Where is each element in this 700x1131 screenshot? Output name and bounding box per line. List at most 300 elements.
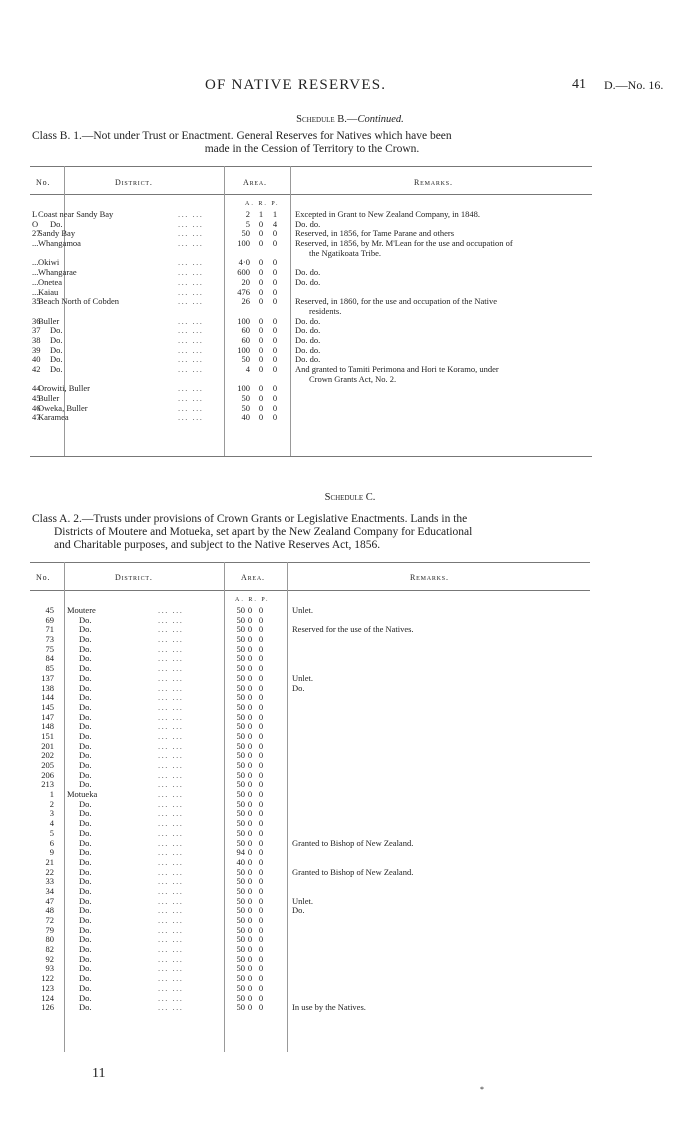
row-number: L: [32, 209, 38, 219]
row-district: Whangamoa: [38, 238, 81, 249]
row-district: Oweka, Buller: [38, 402, 88, 413]
row-district: Do.: [79, 798, 92, 809]
row-district: Do.: [79, 1002, 92, 1013]
leader-dots: ... ...: [158, 934, 184, 945]
row-number: 71: [45, 624, 54, 635]
row-district: Do.: [79, 634, 92, 645]
row-roods: 0: [258, 218, 264, 229]
row-remark: Granted to Bishop of New Zealand.: [292, 837, 414, 848]
row-roods: 0: [247, 760, 253, 770]
table-row: [30, 674, 590, 684]
table-row: [30, 645, 590, 655]
row-roods: 0: [258, 383, 264, 394]
row-acres: 50: [236, 740, 245, 751]
row-number: 75: [45, 643, 54, 654]
row-acres: 50: [236, 779, 245, 790]
leader-dots: ... ...: [158, 769, 184, 780]
row-acres: 5: [245, 218, 250, 229]
row-roods: 0: [247, 769, 253, 780]
row-perches: 0: [258, 934, 264, 945]
row-roods: 0: [247, 624, 253, 635]
row-roods: 0: [247, 653, 253, 664]
row-perches: 0: [258, 992, 264, 1003]
table-c-col-remarks: Remarks.: [410, 573, 449, 582]
leader-dots: ... ...: [158, 672, 184, 683]
row-acres: 50: [236, 711, 245, 722]
row-perches: 0: [258, 663, 264, 674]
row-district: Do.: [79, 885, 92, 896]
row-number: 202: [41, 750, 54, 761]
row-number: 84: [45, 653, 54, 664]
page-number: 41: [572, 77, 586, 92]
row-district: Do.: [79, 915, 92, 925]
row-acres: 50: [236, 924, 245, 935]
row-acres: 26: [241, 296, 250, 307]
row-district: Do.: [79, 692, 92, 703]
row-acres: 100: [237, 315, 250, 326]
row-acres: 4·0: [238, 257, 250, 268]
row-number: 45: [32, 393, 41, 404]
row-perches: 0: [272, 393, 278, 404]
row-remark: Crown Grants Act, No. 2.: [309, 373, 397, 384]
row-district: Coast near Sandy Bay: [38, 209, 114, 219]
row-district: Onetea: [38, 276, 63, 287]
table-row: [30, 964, 590, 974]
row-district: Okiwi: [38, 257, 60, 268]
row-acres: 40: [236, 856, 245, 867]
leader-dots: ... ...: [158, 827, 184, 838]
table-row: [30, 703, 590, 713]
leader-dots: ... ...: [158, 682, 184, 693]
row-acres: 476: [237, 286, 250, 297]
leader-dots: ... ...: [158, 915, 184, 925]
leader-dots: ... ...: [158, 663, 184, 674]
row-remark: Reserved, in 1856, for Tame Parane and others: [295, 228, 455, 239]
row-perches: 0: [258, 605, 264, 615]
row-roods: 0: [258, 402, 264, 413]
row-number: ...: [32, 257, 39, 268]
leader-dots: ... ...: [158, 808, 184, 819]
row-acres: 50: [236, 798, 245, 809]
row-perches: 0: [258, 711, 264, 722]
table-b-col-district: District.: [115, 178, 153, 187]
row-number: 148: [41, 721, 54, 732]
printer-mark: *: [480, 1085, 484, 1094]
row-number: 1: [49, 789, 54, 800]
row-acres: 50: [236, 953, 245, 964]
row-perches: 0: [272, 364, 278, 374]
row-number: 144: [41, 692, 54, 703]
folio-number: 11: [92, 1066, 106, 1081]
row-perches: 0: [258, 740, 264, 751]
row-number: 85: [45, 663, 54, 674]
row-district: Do.: [50, 218, 63, 229]
row-acres: 50: [236, 624, 245, 635]
row-acres: 50: [236, 605, 245, 615]
row-district: Buller: [38, 315, 60, 326]
row-roods: 0: [247, 798, 253, 809]
row-perches: 0: [272, 238, 278, 249]
leader-dots: ... ...: [158, 692, 184, 703]
row-number: 138: [41, 682, 54, 693]
row-district: Kaiau: [38, 286, 59, 297]
row-roods: 0: [247, 701, 253, 712]
row-roods: 0: [247, 818, 253, 829]
row-perches: 0: [272, 257, 278, 268]
row-perches: 0: [258, 915, 264, 925]
row-district: Whangarae: [38, 267, 77, 278]
row-acres: 50: [236, 701, 245, 712]
row-acres: 40: [241, 412, 250, 423]
row-roods: 0: [247, 614, 253, 625]
row-acres: 50: [236, 672, 245, 683]
row-roods: 0: [247, 915, 253, 925]
row-roods: 0: [258, 354, 264, 365]
row-remark: Do. do.: [295, 354, 321, 365]
table-row: [30, 654, 590, 664]
row-remark: residents.: [309, 305, 342, 316]
table-row: [30, 278, 590, 288]
row-perches: 0: [258, 798, 264, 809]
leader-dots: ... ...: [158, 992, 184, 1003]
row-perches: 0: [272, 402, 278, 413]
row-perches: 0: [258, 905, 264, 916]
row-perches: 0: [258, 808, 264, 819]
leader-dots: ... ...: [158, 624, 184, 635]
row-acres: 50: [236, 934, 245, 945]
row-number: 201: [41, 740, 54, 751]
class-a-description: [32, 513, 588, 552]
row-number: 40: [32, 354, 41, 365]
row-perches: 0: [258, 827, 264, 838]
row-roods: 0: [247, 643, 253, 654]
table-row: [30, 839, 590, 849]
row-number: 38: [32, 334, 41, 345]
row-acres: 50: [241, 354, 250, 365]
table-row: [30, 916, 590, 926]
class-b-line-1: Class B. 1.—Not under Trust or Enactment. General Reserves for Natives which have been: [32, 130, 452, 142]
row-number: 21: [45, 856, 54, 867]
row-roods: 0: [247, 634, 253, 645]
leader-dots: ... ...: [158, 779, 184, 790]
row-acres: 50: [241, 402, 250, 413]
table-c-arp-header: A. R. P.: [235, 597, 270, 603]
table-b-arp-header: A. R. P.: [245, 201, 280, 207]
row-remark: Reserved for the use of the Natives.: [292, 624, 414, 635]
table-b-body: [30, 210, 590, 423]
row-remark: Unlet.: [292, 672, 314, 683]
row-perches: 0: [258, 760, 264, 770]
row-district: Do.: [50, 364, 63, 374]
leader-dots: ... ...: [178, 412, 204, 423]
row-district: Do.: [79, 643, 92, 654]
row-roods: 0: [258, 315, 264, 326]
row-acres: 50: [236, 808, 245, 819]
row-acres: 50: [236, 963, 245, 974]
row-roods: 0: [258, 228, 264, 239]
leader-dots: ... ...: [178, 364, 204, 374]
row-number: 36: [32, 315, 41, 326]
row-roods: 0: [247, 672, 253, 683]
row-perches: 0: [258, 847, 264, 858]
leader-dots: ... ...: [158, 876, 184, 887]
row-perches: 0: [272, 286, 278, 297]
row-roods: 0: [247, 856, 253, 867]
row-roods: 0: [247, 779, 253, 790]
row-perches: 0: [258, 789, 264, 800]
row-acres: 100: [237, 344, 250, 355]
row-number: 4: [49, 818, 54, 829]
row-roods: 0: [247, 934, 253, 945]
row-district: Do.: [79, 924, 92, 935]
row-district: Do.: [79, 934, 92, 945]
row-perches: 0: [258, 944, 264, 955]
leader-dots: ... ...: [178, 393, 204, 404]
row-remark: the Ngatikoata Tribe.: [309, 247, 382, 258]
table-row: [30, 955, 590, 965]
row-remark: Do. do.: [295, 325, 321, 336]
class-a-line-3: and Charitable purposes, and subject to the Native Reserves Act, 1856.: [54, 539, 381, 551]
row-district: Do.: [79, 721, 92, 732]
row-remark: Do.: [292, 682, 305, 693]
leader-dots: ... ...: [158, 789, 184, 800]
row-perches: 0: [258, 856, 264, 867]
leader-dots: ... ...: [178, 315, 204, 326]
row-acres: 4: [245, 364, 250, 374]
row-roods: 0: [247, 837, 253, 848]
row-number: 9: [49, 847, 54, 858]
row-perches: 0: [258, 692, 264, 703]
row-number: 27: [32, 228, 41, 239]
leader-dots: ... ...: [158, 798, 184, 809]
row-number: 205: [41, 760, 54, 770]
row-district: Do.: [79, 992, 92, 1003]
row-district: Do.: [79, 895, 92, 906]
row-district: Do.: [79, 808, 92, 819]
row-number: O: [32, 218, 39, 229]
row-roods: 0: [247, 982, 253, 993]
table-b-col-no: No.: [36, 178, 51, 187]
row-roods: 0: [247, 789, 253, 800]
row-district: Do.: [79, 769, 92, 780]
page-header-title: OF NATIVE RESERVES.: [205, 77, 387, 93]
row-remark: Do. do.: [295, 334, 321, 345]
row-acres: 50: [236, 992, 245, 1003]
leader-dots: ... ...: [158, 721, 184, 732]
row-roods: 0: [247, 808, 253, 819]
table-row: [30, 809, 590, 819]
row-acres: 50: [236, 944, 245, 955]
row-number: 34: [45, 885, 54, 896]
leader-dots: ... ...: [158, 885, 184, 896]
table-row: [30, 790, 590, 800]
row-perches: 0: [258, 779, 264, 790]
row-number: 72: [45, 915, 54, 925]
row-district: Do.: [79, 750, 92, 761]
row-remark: Reserved, in 1856, by Mr. M'Lean for the use and occupation of: [295, 238, 513, 249]
row-remark: Unlet.: [292, 895, 314, 906]
row-acres: 50: [236, 653, 245, 664]
table-row: [30, 375, 590, 385]
table-b-col-remarks: Remarks.: [414, 178, 453, 187]
table-row: [30, 848, 590, 858]
row-acres: 60: [241, 325, 250, 336]
leader-dots: ... ...: [178, 209, 204, 219]
leader-dots: ... ...: [158, 818, 184, 829]
row-district: Sandy Bay: [38, 228, 76, 239]
table-row: [30, 800, 590, 810]
row-acres: 50: [236, 769, 245, 780]
row-district: Do.: [79, 779, 92, 790]
row-number: 39: [32, 344, 41, 355]
row-district: Moutere: [67, 605, 96, 615]
row-number: 137: [41, 672, 54, 683]
row-perches: 0: [258, 837, 264, 848]
leader-dots: ... ...: [158, 750, 184, 761]
row-number: 22: [45, 866, 54, 877]
row-roods: 0: [247, 692, 253, 703]
row-district: Do.: [79, 953, 92, 964]
leader-dots: ... ...: [158, 866, 184, 877]
row-number: 122: [41, 973, 54, 984]
row-perches: 0: [258, 624, 264, 635]
table-row: [30, 384, 590, 394]
row-roods: 0: [247, 721, 253, 732]
table-row: [30, 404, 590, 414]
row-acres: 50: [236, 837, 245, 848]
row-perches: 0: [258, 672, 264, 683]
row-district: Do.: [79, 876, 92, 887]
row-perches: 0: [258, 653, 264, 664]
row-number: 93: [45, 963, 54, 974]
table-row: [30, 761, 590, 771]
row-district: Karamea: [38, 412, 69, 423]
schedule-b-heading: [0, 114, 700, 125]
row-roods: 0: [258, 393, 264, 404]
row-perches: 0: [272, 276, 278, 287]
leader-dots: ... ...: [158, 856, 184, 867]
row-number: 92: [45, 953, 54, 964]
row-perches: 0: [258, 769, 264, 780]
leader-dots: ... ...: [178, 267, 204, 278]
leader-dots: ... ...: [178, 344, 204, 355]
row-acres: 50: [236, 866, 245, 877]
row-district: Do.: [79, 624, 92, 635]
row-district: Do.: [79, 963, 92, 974]
row-number: 33: [45, 876, 54, 887]
row-roods: 0: [247, 973, 253, 984]
row-district: Buller: [38, 393, 60, 404]
row-acres: 94: [236, 847, 245, 858]
row-acres: 20: [241, 276, 250, 287]
row-roods: 0: [247, 876, 253, 887]
row-acres: 50: [236, 789, 245, 800]
row-roods: 0: [258, 257, 264, 268]
row-perches: 0: [258, 634, 264, 645]
leader-dots: ... ...: [178, 402, 204, 413]
leader-dots: ... ...: [178, 325, 204, 336]
row-district: Do.: [79, 837, 92, 848]
row-acres: 60: [241, 334, 250, 345]
leader-dots: ... ...: [158, 944, 184, 955]
row-district: Do.: [79, 905, 92, 916]
row-roods: 0: [247, 1002, 253, 1013]
row-acres: 50: [236, 730, 245, 741]
leader-dots: ... ...: [158, 895, 184, 906]
row-number: 47: [32, 412, 41, 423]
table-row: [30, 868, 590, 878]
leader-dots: ... ...: [178, 286, 204, 297]
row-perches: 0: [272, 296, 278, 307]
row-acres: 50: [236, 818, 245, 829]
row-acres: 50: [236, 982, 245, 993]
row-roods: 0: [258, 286, 264, 297]
row-number: 45: [45, 605, 54, 615]
row-remark: Excepted in Grant to New Zealand Company, in 1848.: [295, 209, 480, 219]
row-remark: Granted to Bishop of New Zealand.: [292, 866, 414, 877]
row-district: Do.: [79, 672, 92, 683]
leader-dots: ... ...: [178, 238, 204, 249]
table-b-bottom-rule: [30, 456, 592, 457]
table-row: [30, 906, 590, 916]
leader-dots: ... ...: [158, 963, 184, 974]
table-row: [30, 1003, 590, 1013]
row-district: Do.: [79, 818, 92, 829]
row-perches: 0: [258, 924, 264, 935]
row-district: Do.: [79, 973, 92, 984]
row-roods: 0: [247, 885, 253, 896]
table-b-col-area: Area.: [243, 178, 267, 187]
row-acres: 50: [236, 905, 245, 916]
row-roods: 0: [247, 944, 253, 955]
row-roods: 0: [247, 740, 253, 751]
row-perches: 0: [272, 267, 278, 278]
row-perches: 0: [272, 344, 278, 355]
row-acres: 50: [236, 634, 245, 645]
row-number: 79: [45, 924, 54, 935]
row-perches: 0: [258, 876, 264, 887]
row-perches: 0: [258, 866, 264, 877]
row-roods: 0: [247, 847, 253, 858]
class-a-line-2: Districts of Moutere and Motueka, set apart by the New Zealand Company for Educational: [54, 526, 473, 538]
row-roods: 0: [258, 412, 264, 423]
row-perches: 0: [272, 334, 278, 345]
leader-dots: ... ...: [158, 905, 184, 916]
leader-dots: ... ...: [158, 924, 184, 935]
row-number: 37: [32, 325, 41, 336]
table-row: [30, 693, 590, 703]
row-roods: 1: [258, 209, 264, 219]
row-number: 69: [45, 614, 54, 625]
row-district: Do.: [50, 354, 63, 365]
row-remark: Do. do.: [295, 218, 321, 229]
leader-dots: ... ...: [178, 276, 204, 287]
row-number: 206: [41, 769, 54, 780]
row-remark: Reserved, in 1860, for the use and occupation of the Native: [295, 296, 498, 307]
row-number: ...: [32, 238, 39, 249]
row-district: Do.: [50, 344, 63, 355]
row-roods: 0: [247, 682, 253, 693]
row-acres: 100: [237, 238, 250, 249]
row-acres: 50: [236, 692, 245, 703]
row-roods: 0: [258, 334, 264, 345]
row-perches: 0: [272, 412, 278, 423]
row-number: 147: [41, 711, 54, 722]
row-district: Do.: [79, 730, 92, 741]
table-row: [30, 606, 590, 616]
row-acres: 50: [236, 876, 245, 887]
row-roods: 0: [247, 953, 253, 964]
